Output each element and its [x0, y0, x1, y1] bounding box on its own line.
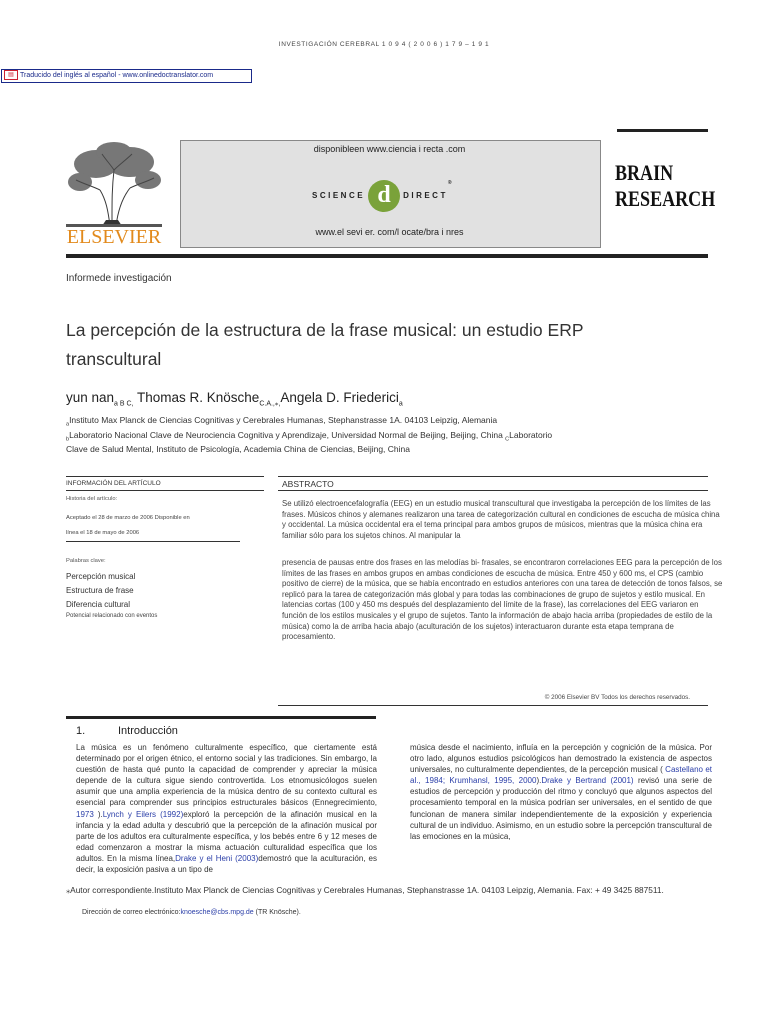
intro-rule	[66, 716, 376, 719]
brain-research-rule	[617, 129, 708, 132]
author-1-aff: a B C,	[114, 400, 134, 408]
keyword-2: Estructura de frase	[66, 586, 134, 595]
aff-c-start: Laboratorio	[509, 430, 553, 440]
footnote-text: Instituto Max Planck de Ciencias Cognitivas y Cerebrales Humanas, Stephanstrasse 1A. 04103 Leipzig, Alemania. Fax: + 49 3425 887511.	[154, 885, 664, 895]
article-info-label: INFORMACIÓN DEL ARTÍCULO	[66, 480, 161, 487]
footnote-label: Autor correspondiente.	[70, 885, 155, 895]
brain-research-wordmark	[615, 160, 715, 212]
author-3: Angela D. Friederici	[280, 390, 399, 405]
author-3-aff: a	[398, 400, 403, 408]
intro-left-column	[76, 742, 377, 875]
keyword-3: Diferencia cultural	[66, 600, 131, 609]
author-list	[66, 390, 403, 408]
aff-a-mark: a	[66, 421, 70, 428]
sd-logo-right: DIRECT	[403, 191, 448, 201]
aff-b-mark: b	[66, 436, 70, 443]
intro-right-text-3: revisó una serie de estudios de percepción y producción del ritmo y concluyó que algunos aspectos del procesamiento temporal en la música podrían ser universales, en el sentido de que funcionan de manera similar independientemente de la exposición y experiencia cultural de un individuo. Asimismo, en un estudio sobre la percepción transcultural de las emociones en la música,	[410, 776, 713, 841]
art-info-rule	[66, 490, 264, 491]
footnote-mark: ⁎	[66, 885, 71, 895]
history-line-2: línea el 18 de mayo de 2006	[66, 530, 140, 536]
citation-link[interactable]: 1973	[76, 809, 94, 819]
citation-link[interactable]: Drake y Bertrand (2001)	[541, 776, 634, 786]
art-info-top-rule	[66, 476, 264, 477]
history-text	[66, 511, 216, 541]
abstract-label: ABSTRACTO	[282, 479, 334, 489]
citation-link[interactable]: Drake y el Heni (2003)	[175, 853, 259, 863]
email-line	[82, 909, 301, 916]
brain-research-line1: BRAIN	[615, 160, 674, 185]
keyword-1: Percepción musical	[66, 572, 136, 581]
history-label: Historia del artículo:	[66, 496, 118, 502]
email-link[interactable]: knoesche@cbs.mpg.de	[180, 909, 254, 916]
sciencedirect-logo	[312, 180, 452, 212]
aff-c-mark: C	[505, 436, 510, 443]
section-title: Introducción	[118, 725, 178, 737]
affiliation-c: Clave de Salud Mental, Instituto de Psicología, Academia China de Ciencias, Beijing, China	[66, 444, 410, 454]
abstract-rule	[278, 490, 708, 491]
abstract-paragraph-1: Se utilizó electroencefalografía (EEG) en un estudio musical transcultural que investigaba la percepción de los límites de las frases. Músicos chinos y alemanes realizaron una tarea de categorización cultural en condiciones de escucha de música china y occidental. La música occidental era el tema principal para ambos grupos de músicos, mientras que la música china era familiar sólo para los sujetos chinos. Al manipular la	[282, 499, 720, 540]
email-suffix: (TR Knösche).	[253, 909, 301, 916]
author-2-aff: C.A.,⁎,	[259, 400, 281, 408]
author-1: yun nan	[66, 390, 115, 405]
journal-running-header: INVESTIGACIÓN CEREBRAL 1 0 9 4 ( 2 0 0 6 ) 1 7 9 – 1 9 1	[278, 41, 490, 48]
intro-left-text-3: exploró la percepción de la afinación musical en la infancia y la edad adulta y descubrió que la percepción de la afinación musical por parte de los adultos era culturalmente específica, y los bebés entre 6 y 12 meses de edad comenzaron a mostrar la misma actuación culturalidad específica que los adultos. En la misma línea,	[76, 809, 377, 863]
citation-link[interactable]: Lynch y Eilers (1992)	[102, 809, 184, 819]
citation-link[interactable]: Castellano et al., 1984; Krumhansl, 1995, 2000	[410, 765, 713, 786]
intro-left-text-4: demostró que la aculturación, es decir, la exposición pasiva a un tipo de	[76, 853, 377, 875]
keyword-4: Potencial relacionado con eventos	[66, 613, 158, 619]
aff-b-text: Laboratorio Nacional Clave de Neurociencia Cognitiva y Aprendizaje, Universidad Normal de Beijing, Beijing, China	[69, 430, 506, 440]
history-rule	[66, 541, 240, 542]
sd-logo-d: d	[368, 180, 400, 212]
keywords-label: Palabras clave:	[66, 558, 106, 564]
journal-homepage-url[interactable]: www.el sevi er. com/l ocate/bra i nres	[315, 227, 464, 237]
corresponding-author-footnote	[66, 885, 706, 896]
article-title-line1: La percepción de la estructura de la frase musical: un estudio ERP	[66, 320, 584, 340]
article-title	[66, 316, 686, 374]
abstract-bottom-rule	[278, 705, 708, 706]
translator-banner-text[interactable]: Traducido del inglés al español - www.onlinedoctranslator.com	[20, 72, 214, 79]
aff-a-text: Instituto Max Planck de Ciencias Cognitivas y Cerebrales Humanas, Stephanstrasse 1A. 04103 Leipzig, Alemania	[69, 415, 498, 425]
intro-left-text-2: ).	[93, 809, 103, 819]
sd-logo-left: SCIENCE	[312, 191, 366, 201]
section-type: Informede investigación	[66, 273, 172, 284]
intro-right-column	[410, 742, 712, 842]
intro-left-text-1: La música es un fenómeno culturalmente específico, que ciertamente está determinado por el origen étnico, el entorno social y las tradiciones. Sin embargo, la cuestión de hasta qué punto la capacidad de comprender y apreciar la música depende de la cultura sigue siendo controvertida. Los etnomusicólogos suelen asumir que una amplia experiencia de la música dentro de su contexto cultural es esencial para comprender sus principios estructurales básicos (Ennegrecimiento,	[76, 743, 377, 808]
history-line-1: Aceptado el 28 de marzo de 2006 Disponible en	[66, 515, 190, 521]
sciencedirect-available-text: disponibleen www.ciencia i recta .com	[313, 144, 466, 154]
abstract-top-rule	[278, 476, 708, 477]
author-2: Thomas R. Knösche	[133, 390, 260, 405]
intro-right-text-2: ).	[536, 776, 542, 786]
document-icon: ▤	[4, 70, 18, 80]
article-title-line2: transcultural	[66, 349, 162, 369]
copyright: © 2006 Elsevier BV Todos los derechos reservados.	[544, 694, 690, 701]
translator-banner[interactable]	[1, 69, 252, 83]
masthead-bottom-rule	[66, 254, 708, 258]
brain-research-line2: RESEARCH	[615, 186, 716, 211]
sd-logo-mark: ®	[447, 180, 452, 186]
intro-right-text-1: música desde el nacimiento, influía en la percepción y cognición de la música. Por otro lado, algunos estudios psicológicos han demostrado la existencia de aspectos universales, no culturalmente dependientes, de la percepción musical (	[410, 743, 712, 775]
abstract-paragraph-2: presencia de pausas entre dos frases en las melodías bi- frasales, se encontraron correlaciones EEG para la percepción de los límites de las frases en ambos grupos en ambas condiciones de escucha de música. Entre 450 y 600 ms, el CPS (cambio positivo de cierre) de la música, que se había encontrado en estudios anteriores con una tarea de detección de tonos falsos, se replicó para la tarea de categorización más global y para todas las combinaciones de grupo de sujetos y estilo musical. En latencias cortas (100 y 450 ms después del desplazamiento del límite de la frase), las correlaciones del EEG variaron en función de los estilos musicales y el grupo de sujetos. Tanto la información de abajo hacia arriba (propiedades de estilo de la música) como la de arriba hacia abajo (aculturación de los sujetos) interactuaron durante esta etapa temprana de procesamiento.	[282, 558, 723, 642]
elsevier-wordmark: ELSEVIER	[66, 226, 162, 248]
section-number: 1.	[76, 725, 86, 737]
email-label: Dirección de correo electrónico:	[82, 909, 181, 916]
